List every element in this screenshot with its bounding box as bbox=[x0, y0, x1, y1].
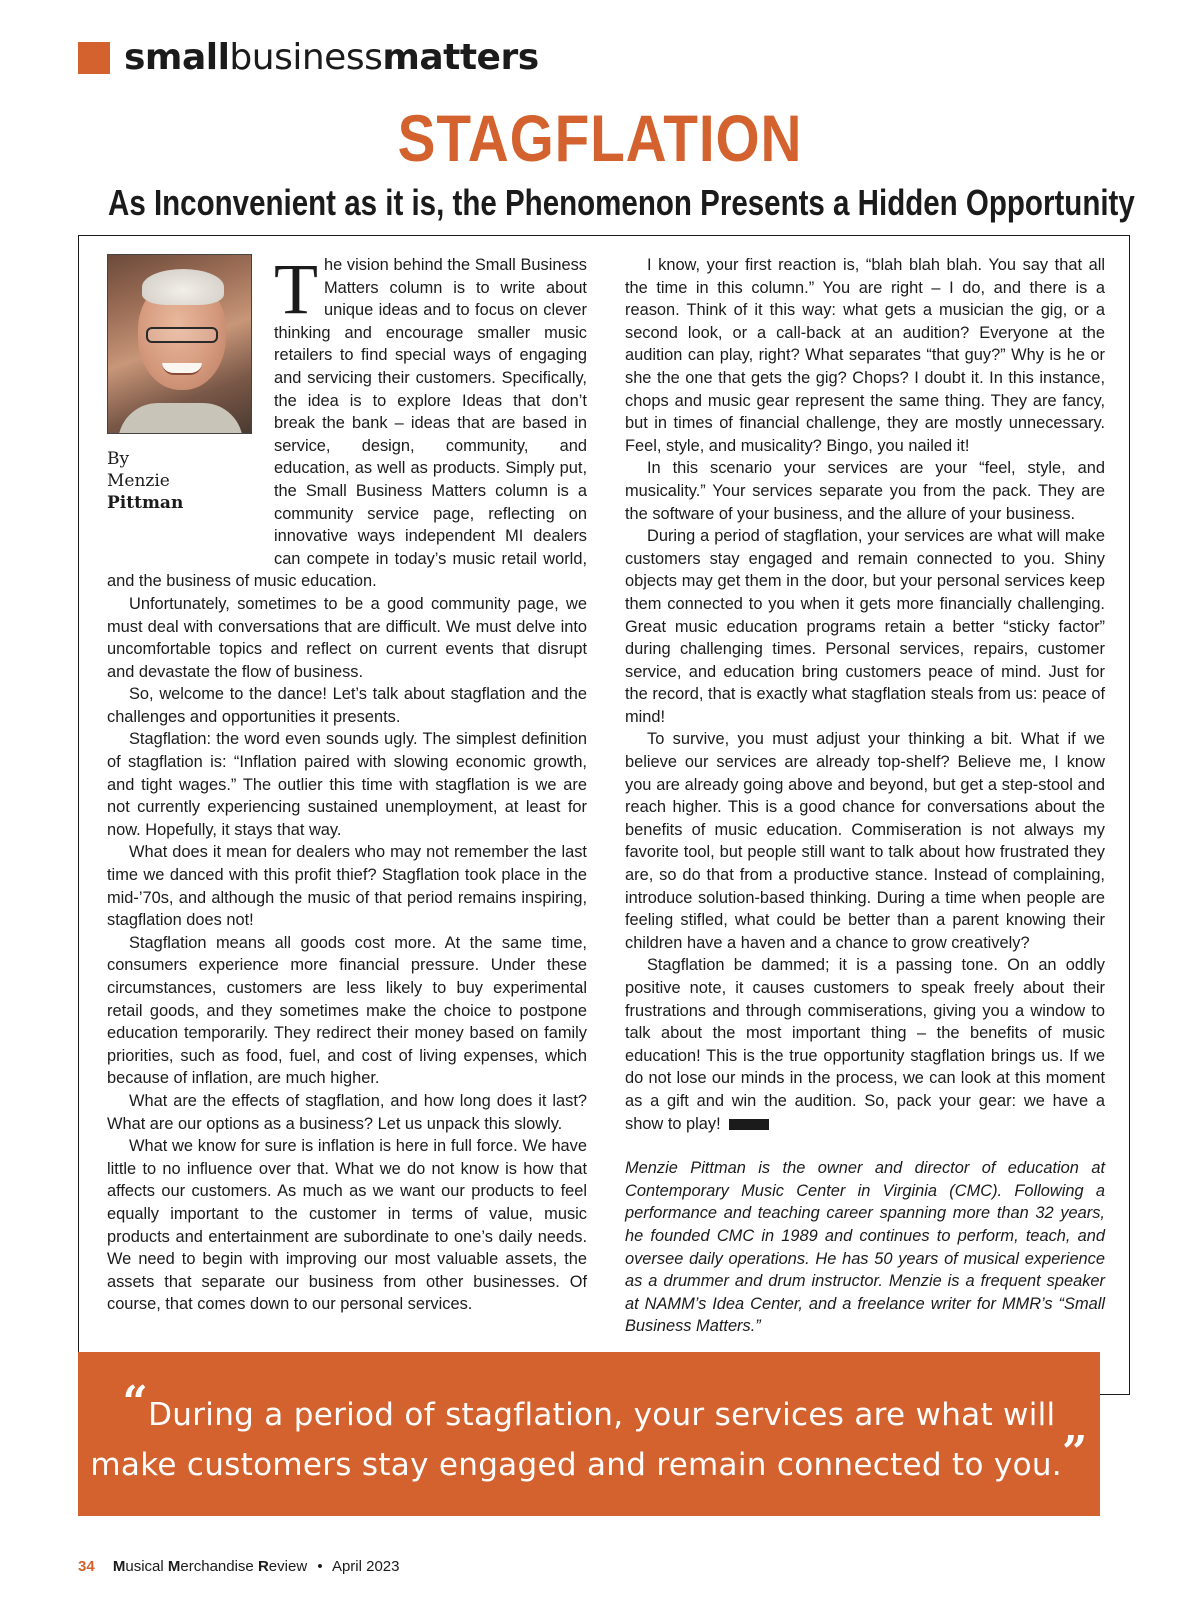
paragraph: Unfortunately, sometimes to be a good community page, we must deal with conversations that are difficult. We must delve into uncomfortable topics and reflect on current events that disrupt and devastate the flow of business. bbox=[107, 594, 587, 681]
issue-date: April 2023 bbox=[331, 1558, 400, 1575]
page-number: 34 bbox=[78, 1558, 95, 1575]
paragraph: What we know for sure is inflation is here in full force. We have little to no influence over that. What we do not know is how that affects our customers. As much as we want our products to feel equally important to the customer in terms of value, music products and entertainment are subordinate to one’s daily needs. We need to begin with improving our most valuable assets, the assets that separate our business from other businesses. Of course, that comes down to our personal services. bbox=[107, 1137, 587, 1314]
open-quote-icon: “ bbox=[122, 1377, 149, 1428]
paragraph: In this scenario your services are your “feel, style, and musicality.” Your services separate you from the pack. They are the software of your business, and the allure of your business. bbox=[625, 459, 1105, 523]
left-column bbox=[107, 249, 587, 1316]
paragraph: To survive, you must adjust your thinking a bit. What if we believe our services are already top-shelf? Believe me, I know you are already going above and beyond, but get a step-stool and reach higher. This is a good chance for conversations about the benefits of music education. Commiseration is not always my favorite tool, but people still want to talk about how frustrated they are, so do that from a productive stance. Instead of complaining, introduce solution-based thinking. During a time when people are feeling stifled, what could be better than a parent knowing their children have a haven and a chance to grow creatively? bbox=[625, 730, 1105, 952]
footer-separator: • bbox=[317, 1558, 323, 1575]
right-column bbox=[625, 254, 1105, 1338]
paragraph: Stagflation be dammed; it is a passing tone. On an oddly positive note, it causes customers to speak freely about their frustrations and through commiserations, giving you a window to talk about the most important thing – the benefits of music education! This is the true opportunity stagflation brings us. If we do not lose our minds in the process, we can look at this moment as a gift and win the audition. So, pack your gear: we have a show to play! bbox=[625, 956, 1105, 1133]
paragraph: I know, your first reaction is, “blah blah blah. You say that all the time in this column.” You are right – I do, and there is a reason. Think of it this way: what gets a musician the gig, or a second look, or a call-back at an audition? Everyone at the audition can play, right? What separates “that guy?” Why is he or she the one that gets the gig? Chops? I doubt it. In this instance, chops and music gear represent the same thing. They are fancy, but in times of financial challenge, they are mostly unnecessary. Feel, style, and musicality? Bingo, you nailed it! bbox=[625, 256, 1105, 455]
pullquote-text: “During a period of stagflation, your services are what will make customers stay engaged and remain connected to you.” bbox=[90, 1377, 1088, 1483]
drop-cap: T bbox=[274, 249, 318, 329]
section-title-part1: small bbox=[124, 37, 230, 78]
paragraph: Stagflation: the word even sounds ugly. The simplest definition of stagflation is: “Inflation paired with slowing economic growth, and tight wages.” The outlier this time with stagflation is we are not currently experiencing sustained unemployment, at least for now. Hopefully, it stays that way. bbox=[107, 730, 587, 839]
paragraph: During a period of stagflation, your services are what will make customers stay engaged and remain connected to you. Shiny objects may get them in the door, but your personal services keep them connected to you when it gets more financially challenging. Great music education programs retain a better “sticky factor” during challenging times. Personal services, repairs, customer service, and education bring customers peace of mind. Just for the record, that is exactly what stagflation steals from us: peace of mind! bbox=[625, 527, 1105, 726]
pullquote-box bbox=[78, 1352, 1100, 1516]
paragraph: The vision behind the Small Business Matters column is to write about unique ideas and to focus on clever thinking and encourage smaller music retailers to find special ways of engaging and servicing their customers. Specifically, the idea is to explore Ideas that don’t break the bank – ideas that are based in service, design, community, and education, as well as products. Simply put, the Small Business Matters column is a community service page, reflecting on innovative ways independent MI dealers can compete in today’s music retail world, and the business of music education. bbox=[107, 249, 587, 591]
paragraph: So, welcome to the dance! Let’s talk about stagflation and the challenges and opportunities it presents. bbox=[107, 685, 587, 726]
article-subtitle: As Inconvenient as it is, the Phenomenon Presents a Hidden Opportunity bbox=[108, 182, 1135, 223]
section-title bbox=[124, 38, 539, 78]
end-mark-icon bbox=[729, 1119, 769, 1130]
paragraph: What does it mean for dealers who may not remember the last time we danced with this profit thief? Stagflation took place in the mid-’70s, and although the music of that period remains inspiring, stagflation does not! bbox=[107, 843, 587, 930]
paragraph: Stagflation means all goods cost more. At the same time, consumers experience more financial pressure. Under these circumstances, customers are less likely to buy experimental retail goods, and they sometimes make the choice to postpone education temporarily. They redirect their money based on family priorities, such as food, fuel, and cost of living expenses, which because of inflation, are much higher. bbox=[107, 933, 587, 1088]
byline-by: By bbox=[107, 449, 130, 469]
section-title-part2: business bbox=[229, 37, 383, 78]
byline-last-name: Pittman bbox=[107, 493, 184, 513]
section-square-icon bbox=[78, 42, 110, 74]
section-header bbox=[78, 38, 539, 78]
paragraph: What are the effects of stagflation, and how long does it last? What are our options as a business? Let us unpack this slowly. bbox=[107, 1091, 587, 1133]
article-frame bbox=[78, 235, 1130, 1395]
author-photo bbox=[107, 254, 252, 434]
author-bio: Menzie Pittman is the owner and director of education at Contemporary Music Center in Virginia (CMC). Following a performance and teaching career spanning more than 32 years, he founded CMC in 1989 and continues to perform, teach, and oversee daily operations. He has 50 years of musical experience as a drummer and drum instructor. Menzie is a frequent speaker at NAMM’s Idea Center, and a freelance writer for MMR’s “Small Business Matters.” bbox=[625, 1159, 1105, 1336]
magazine-name: Musical Merchandise Review bbox=[112, 1558, 308, 1575]
page-footer bbox=[78, 1558, 399, 1575]
close-quote-icon: ” bbox=[1061, 1427, 1088, 1478]
author-box bbox=[107, 254, 262, 552]
byline bbox=[107, 448, 262, 514]
article-title: STAGFLATION bbox=[397, 101, 803, 175]
section-title-part3: matters bbox=[382, 37, 539, 78]
byline-first-name: Menzie bbox=[107, 471, 170, 491]
